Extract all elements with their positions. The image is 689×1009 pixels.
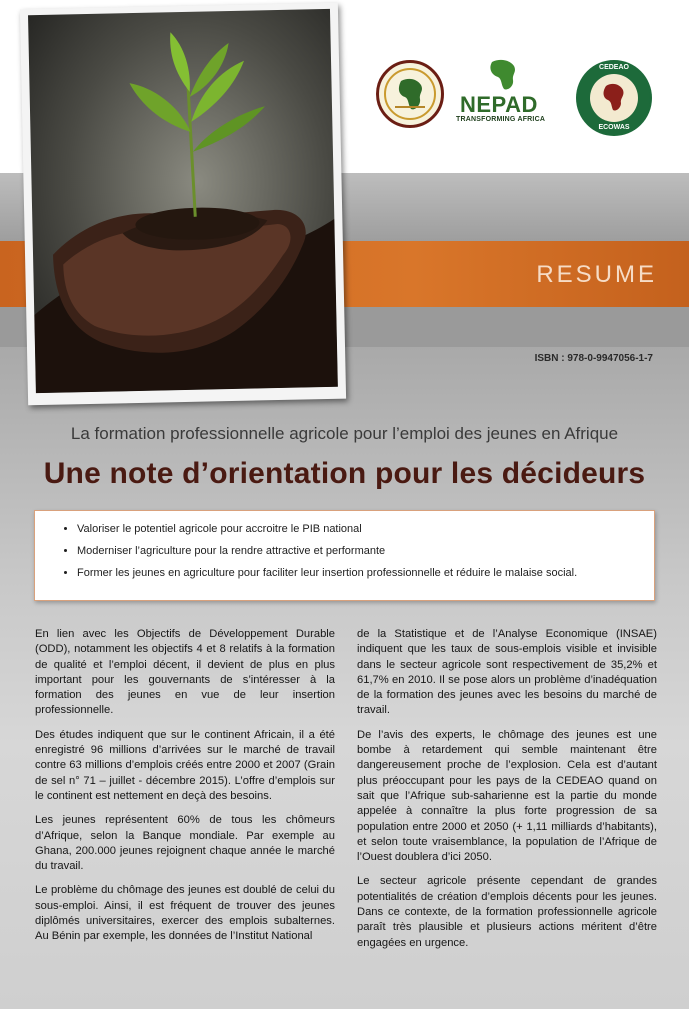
- partner-logos: [370, 58, 670, 138]
- paragraph: de la Statistique et de l’Analyse Economique (INSAE) indiquent que les taux de sous-emplois visible et invisible dans le secteur agricole sont respectivement de 35,2% et 61,7% en 2010. Il se pose alors un problème d’inadéquation de la formation des jeunes avec les besoins du marché de travail.: [357, 628, 657, 717]
- document-subtitle: La formation professionnelle agricole pour l’emploi des jeunes en Afrique: [70, 424, 619, 443]
- document-title: Une note d’orientation pour les décideurs: [43, 457, 646, 490]
- seedling-hands-illustration: [28, 9, 338, 393]
- body-column-left: [35, 627, 335, 954]
- key-points-list: [61, 523, 654, 580]
- ecowas-bottom-text: ECOWAS: [598, 124, 630, 131]
- africa-map-icon: [379, 63, 441, 125]
- african-union-logo: [376, 60, 444, 128]
- cover-photo-frame: [20, 3, 346, 406]
- resume-label: RESUME: [536, 261, 657, 288]
- nepad-logo: [456, 58, 556, 130]
- nepad-tagline: TRANSFORMING AFRICA: [456, 116, 546, 123]
- isbn-number: ISBN : 978-0-9947056-1-7: [534, 353, 653, 364]
- paragraph: Les jeunes représentent 60% de tous les chômeurs d’Afrique, selon la Banque mondiale. Par exemple au Ghana, 200.000 jeunes rejoignent chaque année le marché du travail.: [35, 814, 335, 873]
- seedling-in-hands-photo: [28, 9, 338, 393]
- nepad-wordmark: NEPAD: [460, 92, 538, 117]
- body-column-right: [357, 627, 657, 960]
- ecowas-logo: [576, 60, 652, 136]
- key-point-item: • Former les jeunes en agriculture pour faciliter leur insertion professionnelle et réduire le malaise social.: [77, 567, 654, 580]
- key-point-item: • Valoriser le potentiel agricole pour accroitre le PIB national: [77, 523, 654, 536]
- paragraph: Des études indiquent que sur le continent Africain, il a été enregistré 96 millions d’arrivées sur le marché de travail contre 63 millions d’emplois créés entre 2000 et 2007 (Grain de sel n° 71 – juillet - décembre 2015). L’offre d’emplois sur le continent est nettement en deçà des besoins.: [35, 728, 335, 802]
- paragraph: Le secteur agricole présente cependant de grandes potentialités de création d’emplois décents pour les jeunes. Dans ce contexte, de la formation professionnelle agricole paraît très plausible et plusieurs actions méritent d’être engagées en urgence.: [357, 875, 657, 949]
- key-point-item: • Moderniser l’agriculture pour la rendre attractive et performante: [77, 545, 654, 558]
- paragraph: En lien avec les Objectifs de Développement Durable (ODD), notamment les objectifs 4 et 8 relatifs à la formation de qualité et l’emploi décent, il devient de plus en plus important pour les gouvernants de s’intéresser à la formation des jeunes en vue de leur insertion professionnelle.: [35, 628, 335, 717]
- nepad-africa-icon: [482, 58, 522, 92]
- paragraph: Le problème du chômage des jeunes est doublé de celui du sous-emploi. Ainsi, il est fréquent de trouver des jeunes diplômés universitaires, exercer des emplois subalternes. Au Bénin par exemple, les données de l’Institut National: [35, 884, 335, 943]
- key-points-box: [34, 510, 655, 601]
- ecowas-top-text: CEDEAO: [599, 64, 629, 71]
- paragraph: De l’avis des experts, le chômage des jeunes est une bombe à retardement qui semble maintenant être dangereusement proche de l’explosion. Cela est d’autant plus préoccupant pour les pays de la CEDEAO quand on sait que l’Afrique sub-saharienne est la partie du monde appelée à connaître la plus forte progression de sa population entre 2000 et 2050 (+ 1,11 milliards d’habitants), et selon toute vraisemblance, la population de l’Afrique de l’Ouest doublera d’ici 2050.: [357, 728, 657, 864]
